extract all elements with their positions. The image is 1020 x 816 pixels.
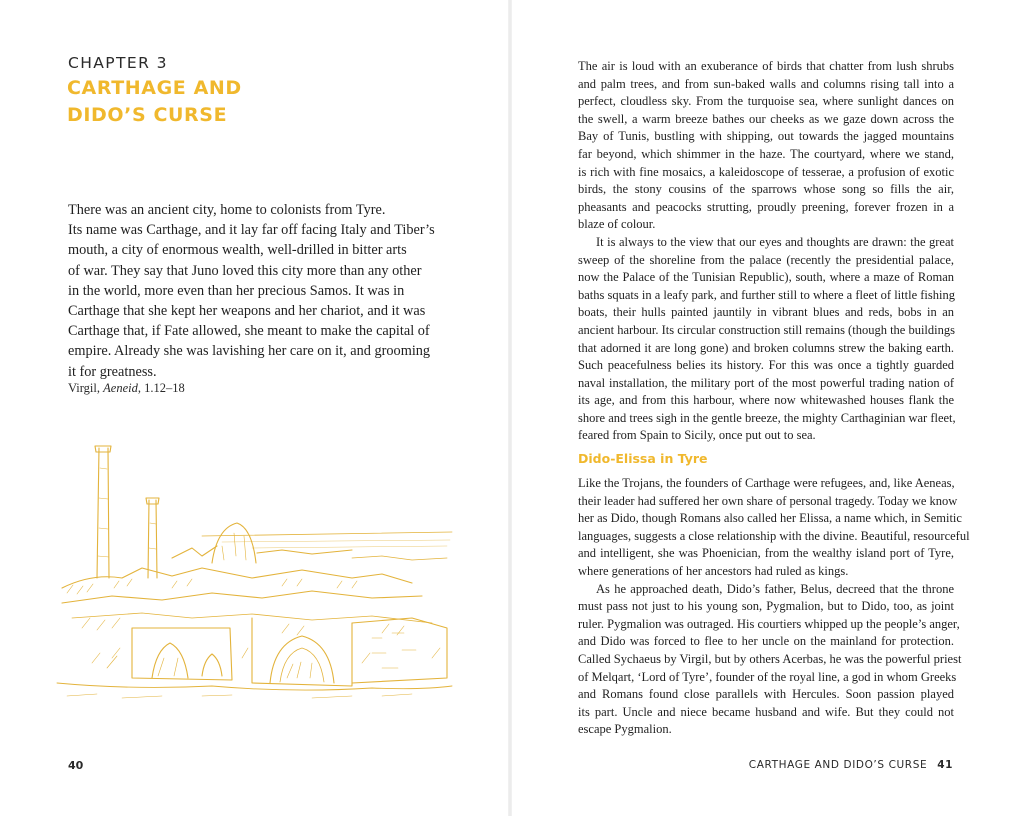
text-line: and Romans found close parallels with Hercules. Soon passion played	[578, 687, 954, 702]
attribution-work: Aeneid	[103, 381, 138, 395]
text-line: shore and trees sigh in the gentle breeze, the mighty Carthaginian war fleet,	[578, 410, 956, 425]
text-line: now the Palace of the Tunisian Republic), south, where a maze of Roman	[578, 270, 954, 285]
epigraph-line: There was an ancient city, home to colonists from Tyre.	[68, 202, 386, 218]
text-line: perfect, cloudless sky. From the turquoise sea, where sunlight dances on	[578, 94, 954, 109]
text-line: Like the Trojans, the founders of Carthage were refugees, and, like Aeneas,	[578, 476, 955, 490]
epigraph-line: it for greatness.	[68, 363, 157, 380]
chapter-title	[67, 75, 327, 129]
right-page	[512, 0, 1020, 816]
epigraph-line: Its name was Carthage, and it lay far off facing Italy and Tiber’s	[68, 222, 435, 239]
text-line: far beyond, which shimmer in the haze. The courtyard, where we stand,	[578, 146, 954, 161]
attribution-lines: , 1.12–18	[137, 381, 185, 395]
page-number: 41	[937, 759, 953, 771]
text-line: ruler. Pygmalion was outraged. His courtiers whipped up the people’s anger,	[578, 616, 960, 631]
running-head-title: CARTHAGE AND DIDO’S CURSE	[748, 759, 928, 771]
carthage-ruins-sketch	[52, 428, 457, 708]
chapter-title-line: CARTHAGE AND	[67, 77, 242, 99]
text-line: its part. Uncle and niece became husband and wife. But they could not	[578, 704, 954, 719]
epigraph-attribution	[68, 381, 368, 396]
body-text-top	[578, 58, 954, 445]
epigraph-line: Carthage that she kept her weapons and her chariot, and it was	[68, 303, 426, 320]
text-line: baths squats in a leafy park, and further still to where a fleet of little fishing	[578, 287, 955, 302]
text-line: As he approached death, Dido’s father, Belus, decreed that the throne	[596, 581, 954, 596]
text-line: Bay of Tunis, bustling with shipping, out towards the jagged mountains	[578, 129, 954, 144]
epigraph-line: Carthage that, if Fate allowed, she meant to make the capital of	[68, 323, 430, 340]
text-line: feared from Spain to Sicily, once put out to sea.	[578, 428, 816, 443]
text-line: of Melqart, ‘Lord of Tyre’, founder of the royal line, a god in whom Greeks	[578, 669, 957, 684]
epigraph-line: mouth, a city of enormous wealth, well-drilled in bitter arts	[68, 242, 407, 259]
text-line: must pass not just to his young son, Pygmalion, but to Dido, too, as joint	[578, 599, 954, 614]
text-line: naval installation, the military port of the most powerful trading nation of	[578, 375, 954, 390]
text-line: birds, the stony cousins of the sparrows whose song so fills the air,	[578, 182, 954, 197]
text-line: is rich with fine mosaics, a kaleidoscope of tesserae, a profusion of exotic	[578, 164, 954, 179]
text-line: her as Dido, though Romans also called her Elissa, a name which, in Semitic	[578, 511, 962, 526]
left-page	[0, 0, 508, 816]
epigraph-line: in the world, more even than her precious Samos. It was in	[68, 282, 405, 299]
page-number: 40	[68, 759, 84, 772]
text-line: blaze of colour.	[578, 217, 656, 232]
epigraph-line: empire. Already she was lavishing her care on it, and grooming	[68, 343, 431, 360]
text-line: It is always to the view that our eyes and thoughts are drawn: the great	[596, 234, 954, 249]
running-head	[749, 759, 953, 771]
text-line: boats, their hulls painted jauntily in vibrant blues and reds, bobs in an	[578, 305, 954, 320]
text-line: and intelligent, she was Phoenician, from the wealthy island port of Tyre,	[578, 546, 954, 561]
chapter-title-line: DIDO’S CURSE	[67, 104, 228, 126]
text-line: and Dido was forced to flee to her uncle on the mainland for protection.	[578, 634, 954, 649]
text-line: its age, and from this harbour, where now whitewashed houses flank the	[578, 393, 954, 408]
attribution-author: Virgil,	[68, 381, 104, 395]
text-line: languages, suggests a close relationship with the divine. Beautiful, resourceful	[578, 528, 970, 543]
text-line: and palm trees, and from sun-baked walls and columns rising tall into a	[578, 76, 954, 91]
text-line: pheasants and peacocks strutting, proudly preening, forever frozen in a	[578, 199, 954, 214]
text-line: the swell, a warm breeze bathes our cheeks as we gaze down across the	[578, 111, 954, 126]
text-line: where generations of her ancestors had ruled as kings.	[578, 563, 849, 578]
text-line: ancient harbour. Its circular construction still remains (though the buildings	[578, 322, 955, 337]
text-line: that adorned it are long gone) and broken columns strew the baking earth.	[578, 340, 954, 355]
text-line: Such peacefulness belies its history. For this was once a tightly guarded	[578, 358, 954, 373]
text-line: The air is loud with an exuberance of birds that chatter from lush shrubs	[578, 59, 954, 73]
text-line: their leader had suffered her own share of personal tragedy. Today we know	[578, 493, 958, 508]
text-line: Called Sychaeus by Virgil, but by others Acerbas, he was the powerful priest	[578, 651, 962, 666]
chapter-label: CHAPTER 3	[68, 54, 168, 72]
epigraph	[68, 200, 435, 382]
epigraph-line: of war. They say that Juno loved this city more than any other	[68, 262, 422, 279]
text-line: sweep of the shoreline from the palace (recently the presidential palace,	[578, 252, 954, 267]
body-text-bottom	[578, 475, 970, 739]
text-line: escape Pygmalion.	[578, 722, 672, 737]
section-subheading: Dido-Elissa in Tyre	[578, 451, 708, 466]
